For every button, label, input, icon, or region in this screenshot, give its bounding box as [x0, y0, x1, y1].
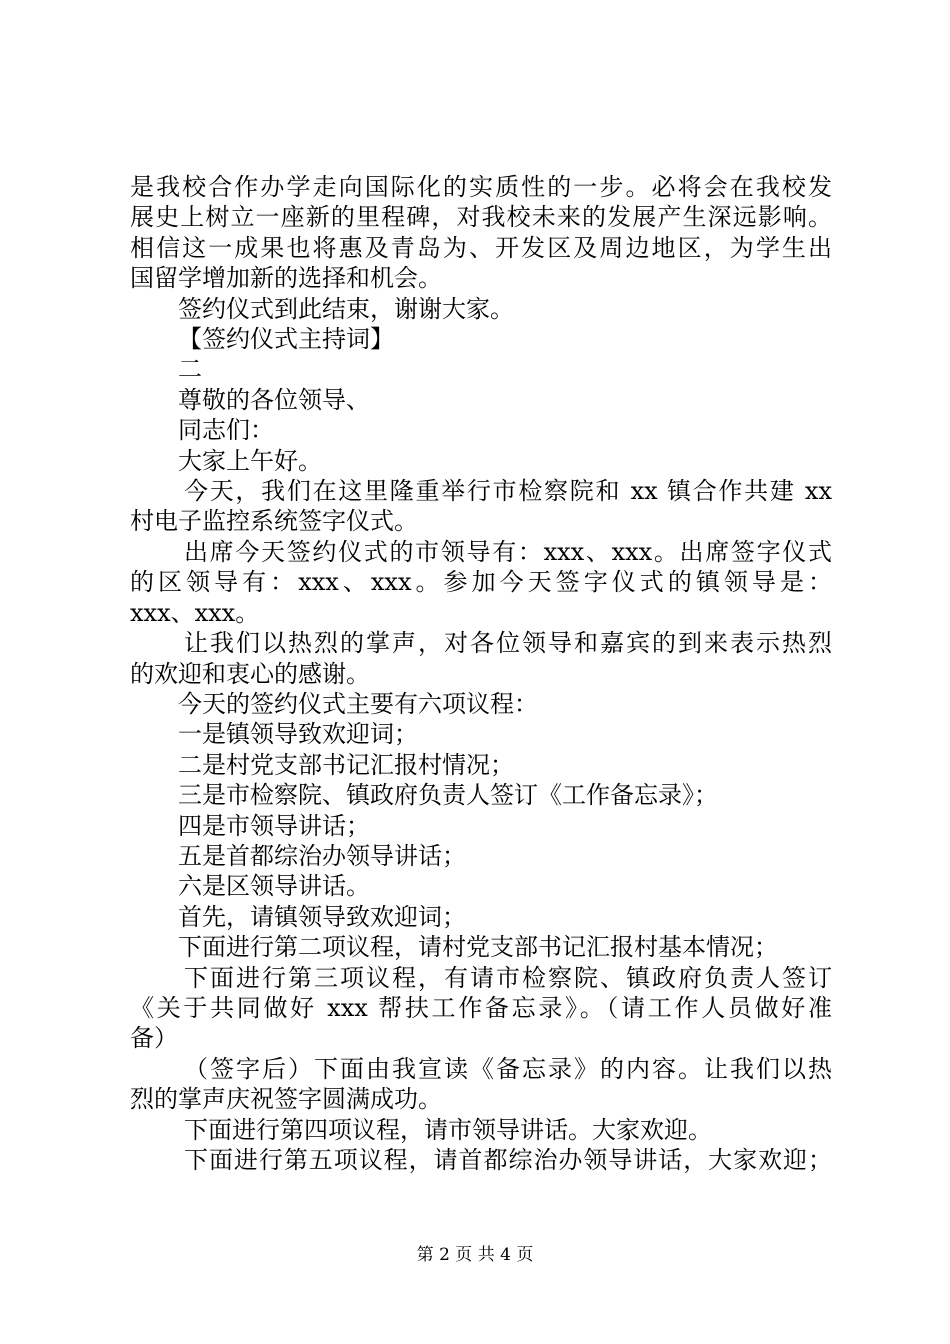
paragraph-line: 备） [130, 1024, 178, 1053]
paragraph-line: 的区领导有：xxx、xxx。参加今天签字仪式的镇领导是： [130, 568, 832, 597]
paragraph-line: 出席今天签约仪式的市领导有：xxx、xxx。出席签字仪式 [184, 537, 832, 566]
paragraph-line: 签约仪式到此结束，谢谢大家。 [178, 294, 514, 323]
paragraph-line: 让我们以热烈的掌声，对各位领导和嘉宾的到来表示热烈 [184, 629, 832, 658]
paragraph-line: 的欢迎和衷心的感谢。 [130, 659, 370, 688]
paragraph-line: 下面进行第三项议程，有请市检察院、镇政府负责人签订 [184, 963, 832, 992]
section-heading: 【签约仪式主持词】 [178, 325, 394, 354]
page-number-footer: 第 2 页 共 4 页 [416, 1245, 534, 1265]
document-body [130, 172, 832, 1175]
agenda-item: 六是区领导讲话。 [178, 872, 370, 901]
paragraph-line: 相信这一成果也将惠及青岛为、开发区及周边地区，为学生出 [130, 233, 832, 262]
section-number: 二 [178, 355, 202, 384]
paragraph-line: 是我校合作办学走向国际化的实质性的一步。必将会在我校发 [130, 173, 832, 201]
agenda-item: 二是村党支部书记汇报村情况； [178, 750, 514, 779]
agenda-intro: 今天的签约仪式主要有六项议程： [178, 689, 538, 718]
agenda-item: 四是市领导讲话； [178, 811, 370, 840]
paragraph-line: （签字后）下面由我宣读《备忘录》的内容。让我们以热 [184, 1054, 832, 1083]
salutation-line: 尊敬的各位领导、 [178, 385, 370, 414]
paragraph-line: 国留学增加新的选择和机会。 [130, 264, 442, 293]
greeting-line: 大家上午好。 [178, 446, 322, 475]
paragraph-line: 下面进行第二项议程，请村党支部书记汇报村基本情况； [178, 933, 778, 962]
salutation-line: 同志们： [178, 416, 274, 445]
paragraph-line: 下面进行第五项议程，请首都综治办领导讲话，大家欢迎； [184, 1146, 832, 1174]
paragraph-line: 今天，我们在这里隆重举行市检察院和 xx 镇合作共建 xx [184, 477, 832, 506]
paragraph-line: 烈的掌声庆祝签字圆满成功。 [130, 1085, 442, 1114]
paragraph-line: 下面进行第四项议程，请市领导讲话。大家欢迎。 [184, 1115, 712, 1144]
agenda-item: 五是首都综治办领导讲话； [178, 841, 466, 870]
paragraph-line: xxx、xxx。 [130, 598, 260, 627]
paragraph-line: 村电子监控系统签字仪式。 [130, 507, 418, 536]
paragraph-line: 展史上树立一座新的里程碑，对我校未来的发展产生深远影响。 [130, 203, 832, 232]
paragraph-line: 首先，请镇领导致欢迎词； [178, 902, 466, 931]
agenda-item: 一是镇领导致欢迎词； [178, 720, 418, 749]
paragraph-line: 《关于共同做好 xxx 帮扶工作备忘录》。（请工作人员做好准 [130, 993, 832, 1022]
agenda-item: 三是市检察院、镇政府负责人签订《工作备忘录》； [178, 781, 718, 810]
